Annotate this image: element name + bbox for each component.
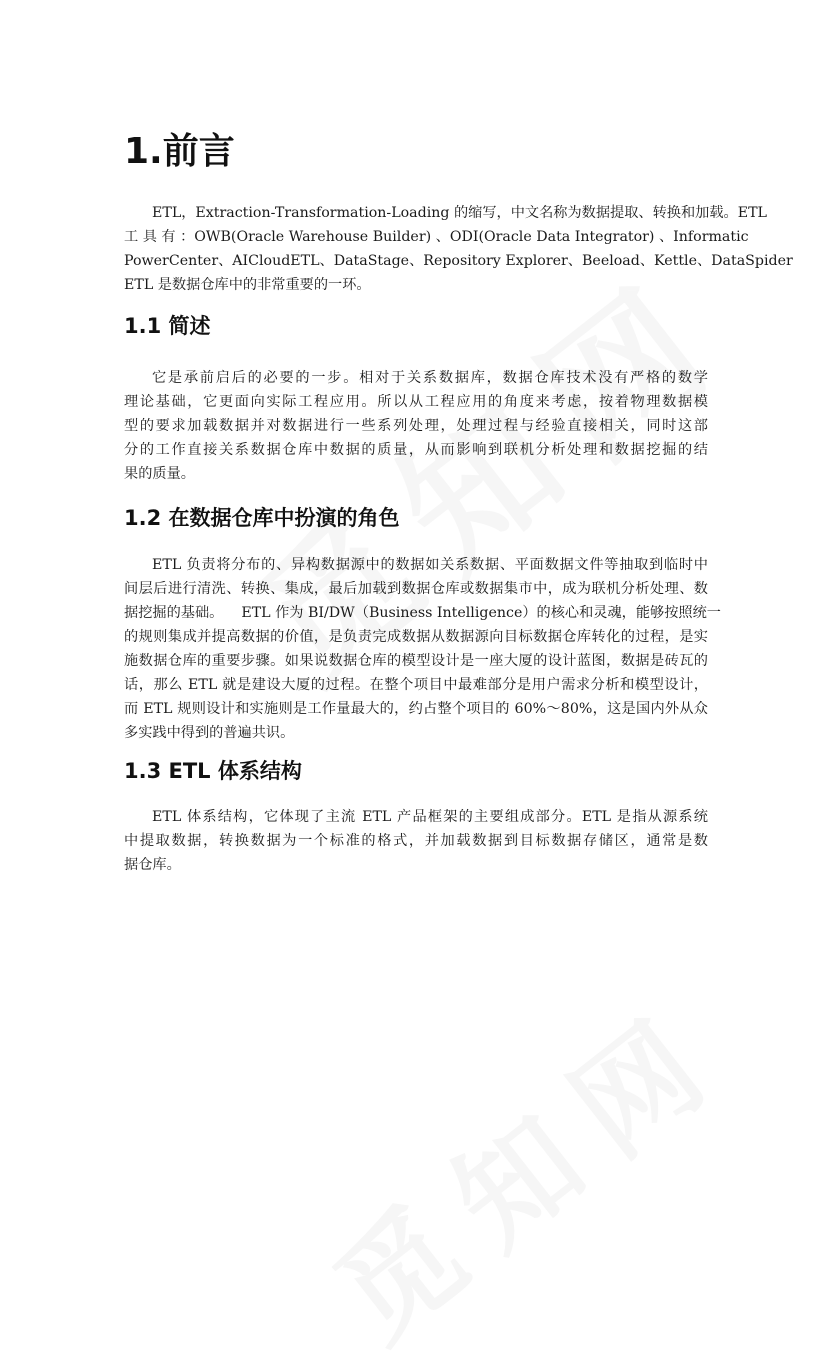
paragraph-line: ETL 是数据仓库中的非常重要的一环。 [124, 277, 371, 293]
paragraph-line: 施数据仓库的重要步骤。如果说数据仓库的模型设计是一座大厦的设计蓝图，数据是砖瓦的 [124, 653, 708, 669]
paragraph-line: 的规则集成并提高数据的价值，是负责完成数据从数据源向目标数据仓库转化的过程，是实 [124, 629, 708, 645]
section-heading-overview: 1.1 简述 [124, 314, 211, 338]
paragraph-line: 多实践中得到的普遍共识。 [124, 725, 295, 741]
paragraph-line: PowerCenter、AICloudETL、DataStage、Repository Explorer、Beeload、Kettle、DataSpider [124, 253, 793, 269]
watermark [295, 960, 755, 1372]
section-heading-architecture: 1.3 ETL 体系结构 [124, 759, 302, 783]
paragraph-line: 它是承前启后的必要的一步。相对于关系数据库，数据仓库技术没有严格的数学 [152, 370, 708, 386]
paragraph-line: 中提取数据，转换数据为一个标准的格式，并加载数据到目标数据存储区，通常是数 [124, 833, 708, 849]
paragraph-line: 理论基础，它更面向实际工程应用。所以从工程应用的角度来考虑，按着物理数据模 [124, 394, 708, 410]
section-paragraph [124, 553, 721, 745]
paragraph-line: 间层后进行清洗、转换、集成，最后加载到数据仓库或数据集市中，成为联机分析处理、数 [124, 581, 708, 597]
paragraph-line: 据挖掘的基础。 ETL 作为 BI/DW（Business Intelligence）的核心和灵魂，能够按照统一 [124, 605, 721, 621]
paragraph-line: 而 ETL 规则设计和实施则是工作量最大的，约占整个项目的 60%～80%，这是国内外从众 [124, 701, 708, 717]
paragraph-line: 型的要求加载数据并对数据进行一些系列处理，处理过程与经验直接相关，同时这部 [124, 418, 708, 434]
paragraph-line: ETL 体系结构，它体现了主流 ETL 产品框架的主要组成部分。ETL 是指从源系统 [152, 809, 708, 825]
paragraph-line: 据仓库。 [124, 857, 181, 873]
paragraph-line: 果的质量。 [124, 466, 195, 482]
section-heading-role: 1.2 在数据仓库中扮演的角色 [124, 506, 400, 530]
section-paragraph [124, 366, 708, 486]
paragraph-line: 分的工作直接关系数据仓库中数据的质量，从而影响到联机分析处理和数据挖掘的结 [124, 442, 708, 458]
page-title: 1.前言 [124, 131, 235, 172]
section-paragraph [124, 805, 708, 877]
intro-paragraph [124, 201, 793, 297]
paragraph-line: ETL，Extraction-Transformation-Loading 的缩写，中文名称为数据提取、转换和加载。ETL [152, 205, 767, 221]
paragraph-line: ETL 负责将分布的、异构数据源中的数据如关系数据、平面数据文件等抽取到临时中 [152, 557, 708, 573]
paragraph-line: 话，那么 ETL 就是建设大厦的过程。在整个项目中最难部分是用户需求分析和模型设计， [124, 677, 708, 693]
paragraph-line: 工 具 有 ：OWB(Oracle Warehouse Builder) 、ODI(Oracle Data Integrator) 、Informatic [124, 229, 749, 245]
